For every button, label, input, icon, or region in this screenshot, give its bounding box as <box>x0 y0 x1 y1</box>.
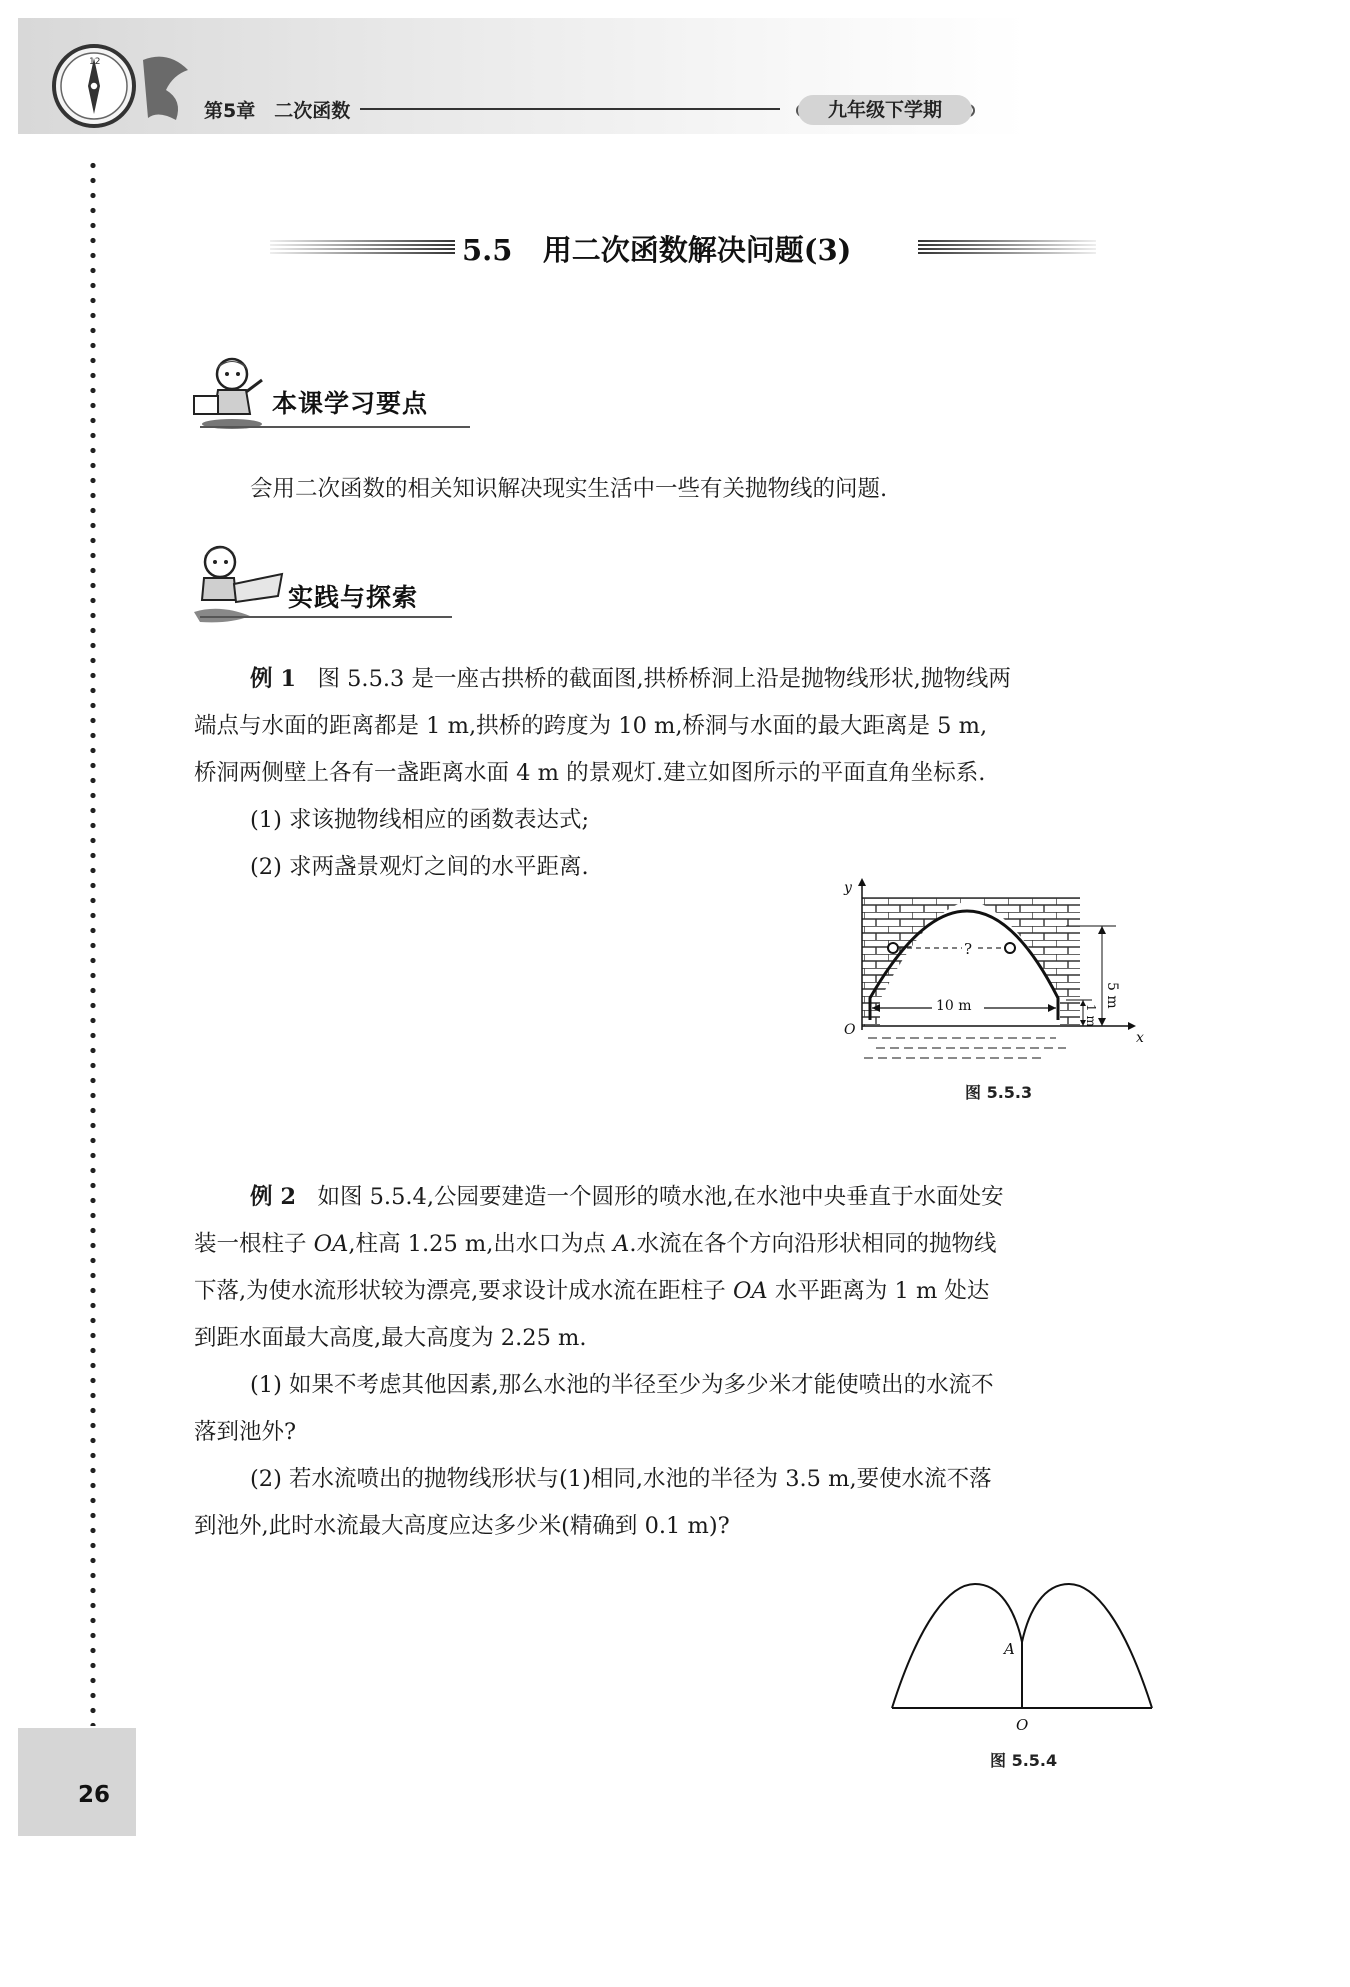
title-bars-right <box>918 240 1096 256</box>
example2-line3-oa: OA <box>732 1278 768 1304</box>
example2-line-4: 到距水面最大高度,最大高度为 2.25 m. <box>194 1325 587 1351</box>
key-points-underline <box>200 426 470 428</box>
example2-question-2-line-1: (2) 若水流喷出的抛物线形状与(1)相同,水池的半径为 3.5 m,要使水流不落 <box>250 1466 992 1492</box>
example2-question-2-line-2: 到池外,此时水流最大高度应达多少米(精确到 0.1 m)? <box>194 1513 730 1539</box>
key-point-text: 会用二次函数的相关知识解决现实生活中一些有关抛物线的问题. <box>250 476 888 502</box>
fig1-base-label: 1 m <box>1084 1004 1098 1027</box>
example2-line2-oa: OA <box>313 1231 349 1257</box>
practice-underline <box>200 616 452 618</box>
page-number: 26 <box>78 1782 111 1808</box>
example2-label: 例 2 <box>250 1184 296 1210</box>
fig1-span-label: 10 m <box>936 998 972 1014</box>
chapter-heading: 第5章 二次函数 <box>204 100 351 122</box>
example2-line2-part-a: 装一根柱子 <box>194 1231 314 1257</box>
figure1-caption: 图 5.5.3 <box>965 1083 1033 1102</box>
page-number-box <box>18 1728 136 1836</box>
example2-line2-part-b: ,柱高 1.25 m,出水口为点 <box>348 1231 614 1257</box>
example1-text-1: 图 5.5.3 是一座古拱桥的截面图,拱桥桥洞上沿是抛物线形状,抛物线两 <box>317 666 1011 692</box>
example1-label: 例 1 <box>250 666 296 692</box>
figure-fountain-diagram <box>880 1580 1170 1740</box>
fig1-y-axis-label: y <box>844 880 852 896</box>
fig1-origin-label: O <box>844 1022 856 1038</box>
example2-line2-part-c: .水流在各个方向沿形状相同的抛物线 <box>629 1231 997 1257</box>
example1-question-1: (1) 求该抛物线相应的函数表达式; <box>250 807 590 833</box>
fig1-unknown-label: ? <box>964 940 973 958</box>
fig1-x-axis-label: x <box>1136 1030 1144 1046</box>
svg-text:12: 12 <box>89 57 101 67</box>
figure2-caption: 图 5.5.4 <box>990 1751 1058 1770</box>
fig2-point-a-label: A <box>1004 1640 1015 1658</box>
example2-line-3 <box>194 1268 989 1315</box>
grade-badge: 九年级下学期 <box>798 95 972 125</box>
example2-line-1 <box>250 1174 1004 1221</box>
example1-line-3: 桥洞两侧壁上各有一盏距离水面 4 m 的景观灯.建立如图所示的平面直角坐标系. <box>194 760 986 786</box>
example2-text-1: 如图 5.5.4,公园要建造一个圆形的喷水池,在水池中央垂直于水面处安 <box>317 1184 1004 1210</box>
section-title <box>462 228 851 269</box>
header-rule <box>360 108 780 110</box>
fig2-origin-label: O <box>1016 1716 1029 1734</box>
title-bars-left <box>270 240 455 256</box>
practice-label: 实践与探索 <box>288 583 419 612</box>
margin-dots <box>90 158 96 1726</box>
example1-line-1 <box>250 656 1011 703</box>
compass-logo-icon <box>48 40 198 132</box>
section-title-text: 用二次函数解决问题(3) <box>542 233 852 267</box>
example2-line-2 <box>194 1221 996 1268</box>
example1-line-2: 端点与水面的距离都是 1 m,拱桥的跨度为 10 m,桥洞与水面的最大距离是 5 m, <box>194 713 988 739</box>
example1-question-2: (2) 求两盏景观灯之间的水平距离. <box>250 854 589 880</box>
example2-line2-point-a: A <box>613 1231 630 1257</box>
example2-line3-part-a: 下落,为使水流形状较为漂亮,要求设计成水流在距柱子 <box>194 1278 733 1304</box>
section-number: 5.5 <box>462 233 513 267</box>
example2-line3-part-b: 水平距离为 1 m 处达 <box>767 1278 990 1304</box>
example2-question-1-line-1: (1) 如果不考虑其他因素,那么水池的半径至少为多少米才能使喷出的水流不 <box>250 1372 994 1398</box>
fig1-height-label: 5 m <box>1104 982 1120 1009</box>
student-reading-icon <box>192 352 272 432</box>
key-points-label: 本课学习要点 <box>272 389 429 418</box>
example2-question-1-line-2: 落到池外? <box>194 1419 297 1445</box>
figure-bridge-diagram <box>840 870 1160 1080</box>
